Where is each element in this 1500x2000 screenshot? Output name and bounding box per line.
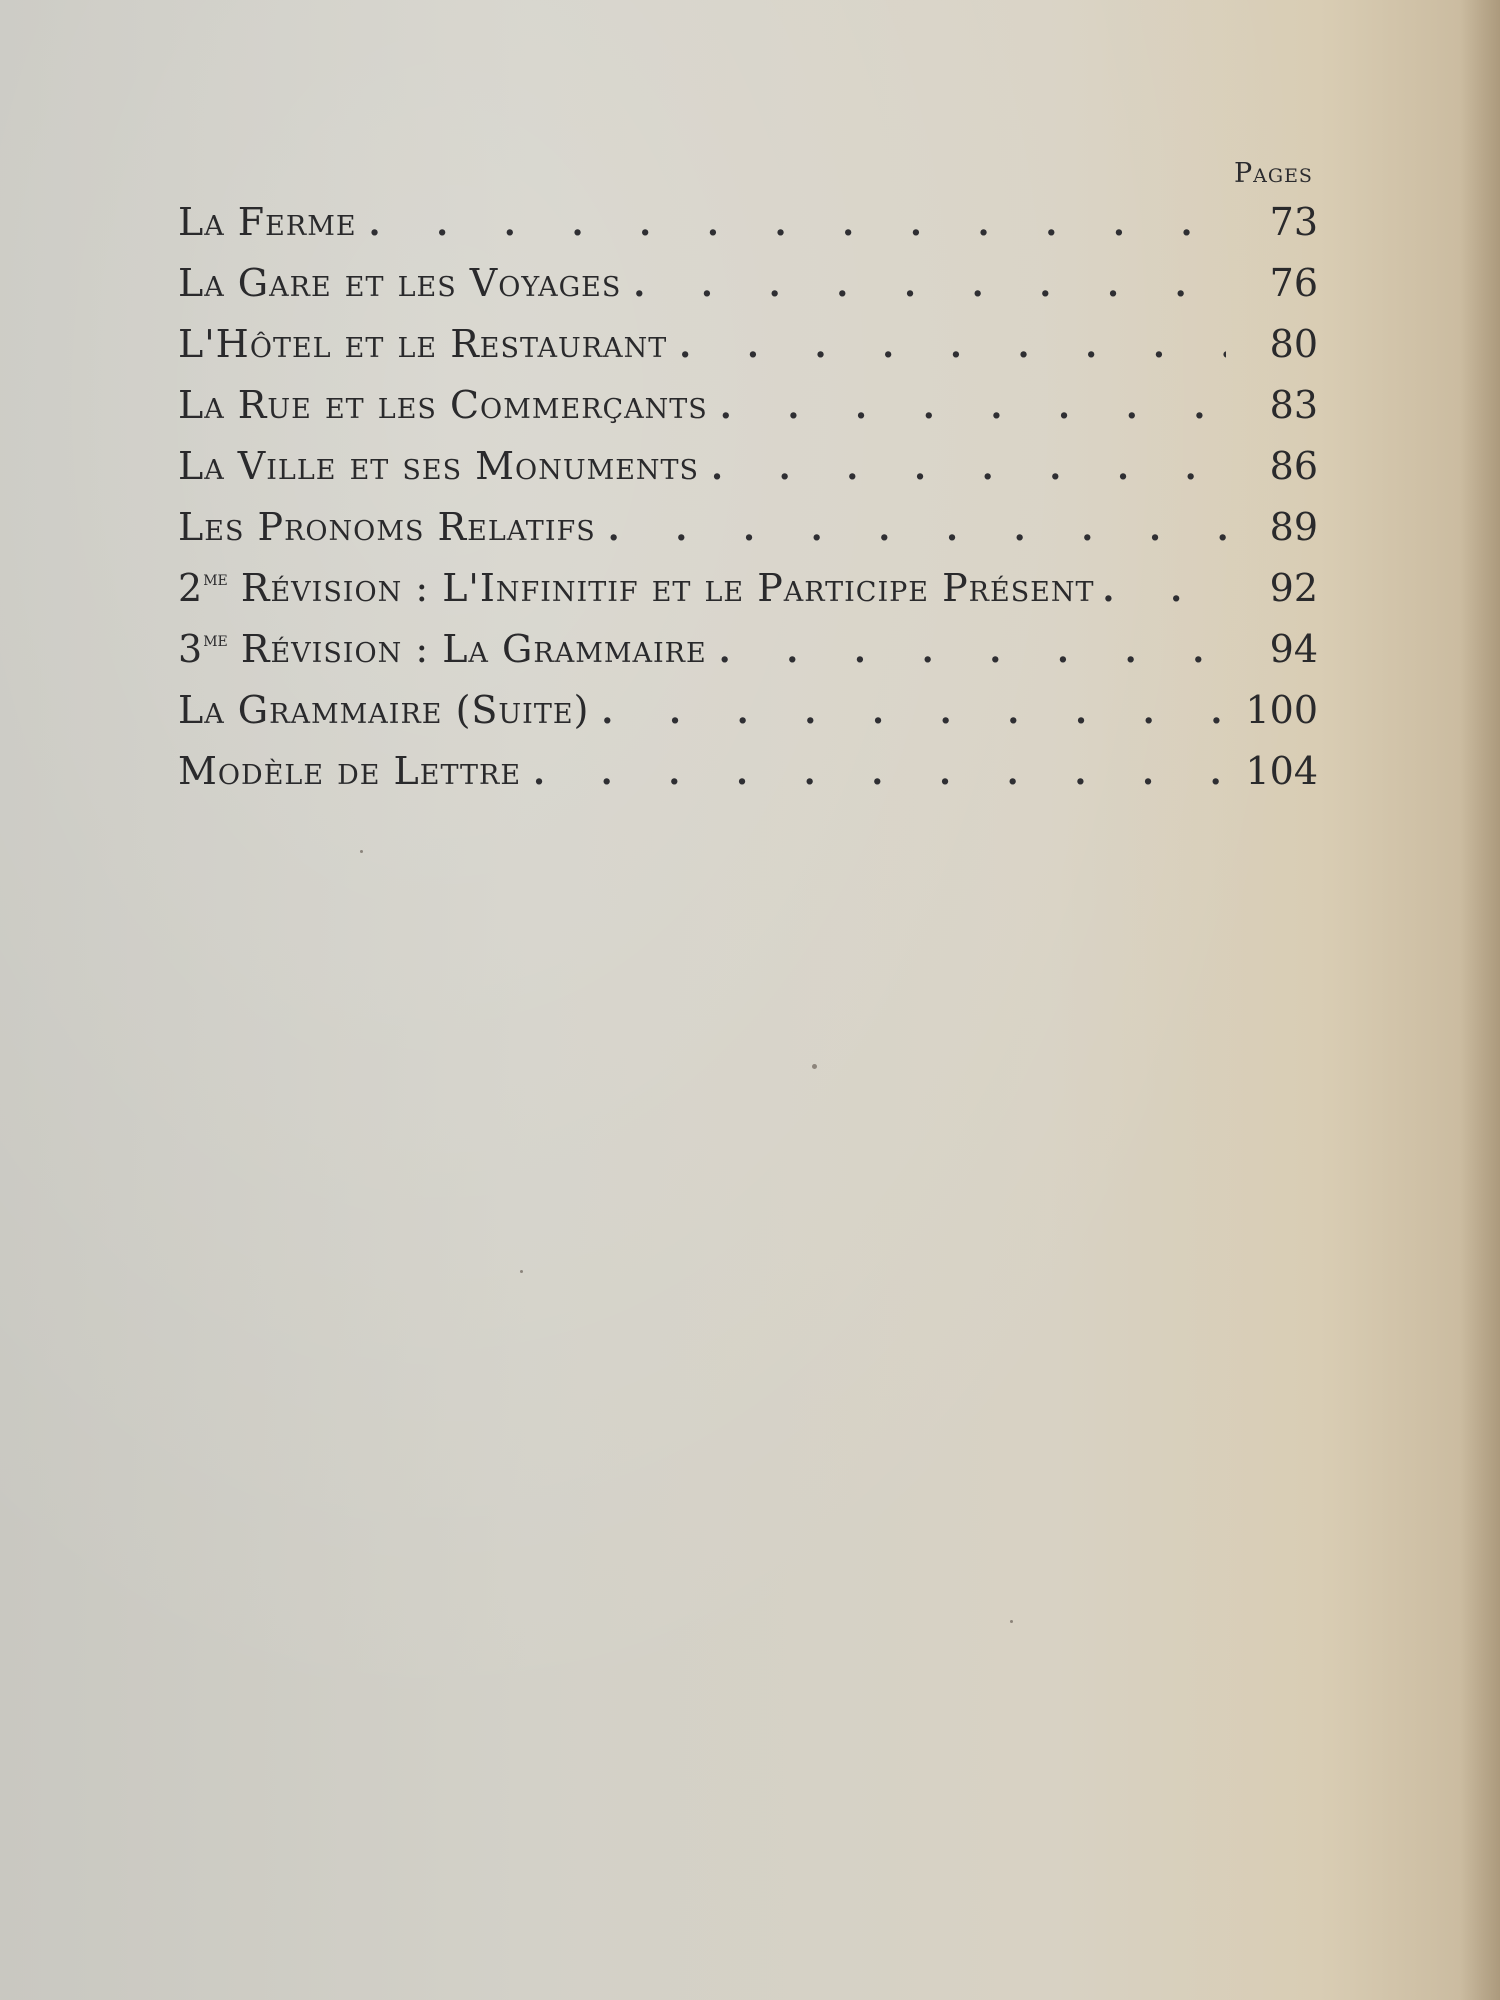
toc-entry-title <box>178 505 596 549</box>
toc-entry-page: 83 <box>1269 383 1318 427</box>
toc-entry-prefix: 2 <box>178 566 204 610</box>
toc-entry-title-text: La Grammaire (Suite) <box>178 688 590 732</box>
toc-entry-page: 76 <box>1269 261 1318 305</box>
toc-entry-title <box>178 322 667 366</box>
toc-entry-title-text: La Rue et les Commerçants <box>178 383 708 427</box>
toc-entry-title-text: L'Hôtel et le Restaurant <box>178 322 668 366</box>
toc-entry-title <box>178 444 699 488</box>
toc-entry-title-text: La Gare et les Voyages <box>178 261 622 305</box>
toc-entry-prefix: 3 <box>178 627 204 671</box>
toc-entry-title-text: Révision : La Grammaire <box>227 627 707 671</box>
toc-entry <box>178 627 1318 688</box>
toc-entry-title <box>178 200 357 244</box>
dot-leader <box>711 448 1226 488</box>
toc-entry-title-text: La Ville et ses Monuments <box>178 444 700 488</box>
toc-entry-prefix-sup: me <box>203 566 228 590</box>
toc-entry-page: 80 <box>1269 322 1318 366</box>
toc-entry <box>178 566 1318 627</box>
dot-leader <box>719 631 1226 671</box>
toc-entry <box>178 688 1318 749</box>
paper-speck <box>360 850 363 853</box>
table-of-contents <box>178 200 1318 810</box>
toc-entry <box>178 322 1318 383</box>
toc-entry-page: 92 <box>1269 566 1318 610</box>
toc-entry-title <box>178 749 521 793</box>
toc-entry-page: 89 <box>1269 505 1318 549</box>
toc-entry-title <box>178 627 707 671</box>
dot-leader <box>633 265 1226 305</box>
toc-entry-title <box>178 688 589 732</box>
toc-entry-title <box>178 566 1095 610</box>
toc-entry <box>178 444 1318 505</box>
toc-entry <box>178 383 1318 444</box>
toc-entry-page: 104 <box>1245 749 1318 793</box>
toc-entry-title-text: Révision : L'Infinitif et le Participe Présent <box>227 566 1095 610</box>
dot-leader <box>369 204 1226 244</box>
toc-entry-title-text: La Ferme <box>178 200 357 244</box>
toc-entry-title-text: Modèle de Lettre <box>178 749 522 793</box>
dot-leader <box>533 753 1226 793</box>
toc-entry-prefix-sup: me <box>203 627 228 651</box>
toc-entry-page: 73 <box>1269 200 1318 244</box>
pages-column-header: Pages <box>1234 158 1313 189</box>
paper-speck <box>1010 1620 1013 1623</box>
toc-entry-title <box>178 261 621 305</box>
toc-entry-title-text: Les Pronoms Relatifs <box>178 505 596 549</box>
paper-speck <box>520 1270 523 1273</box>
dot-leader <box>1103 570 1230 610</box>
page-edge-shadow <box>1460 0 1500 2000</box>
dot-leader <box>608 509 1226 549</box>
toc-entry <box>178 200 1318 261</box>
dot-leader <box>679 326 1226 366</box>
dot-leader <box>601 692 1226 732</box>
toc-entry-title <box>178 383 708 427</box>
toc-entry <box>178 505 1318 566</box>
toc-entry <box>178 261 1318 322</box>
toc-entry-page: 94 <box>1269 627 1318 671</box>
toc-entry-page: 100 <box>1245 688 1318 732</box>
toc-entry <box>178 749 1318 810</box>
paper-speck <box>812 1064 817 1069</box>
toc-entry-page: 86 <box>1269 444 1318 488</box>
dot-leader <box>720 387 1226 427</box>
